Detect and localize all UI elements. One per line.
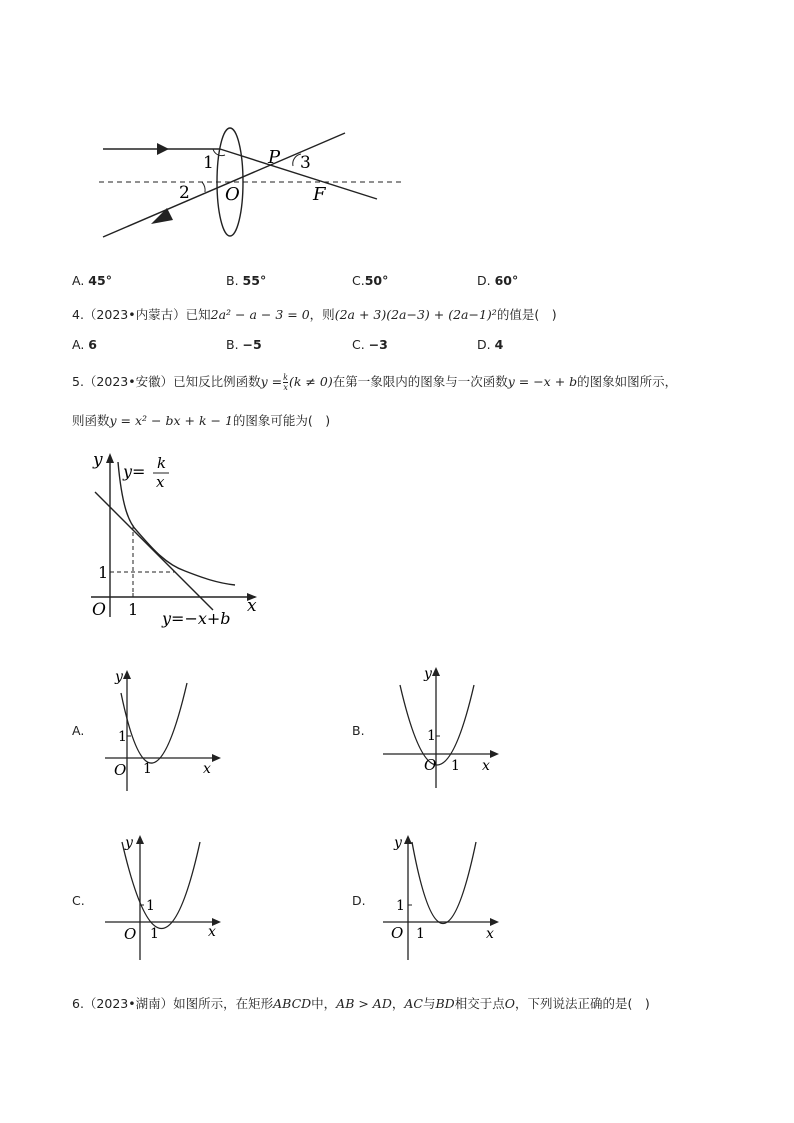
label-one-x: 1 — [143, 761, 152, 777]
label-O: O — [391, 924, 404, 942]
q4-option-d[interactable]: D. 4 — [477, 337, 504, 352]
label-x: x — [203, 761, 211, 777]
label-F: F — [313, 184, 326, 205]
y-axis-arrow-icon — [123, 670, 131, 679]
fraction-k-over-x: $\frac{k}{x}$ — [283, 373, 288, 392]
y-axis-arrow-icon — [404, 835, 412, 844]
q5-stem-line2: 则函数y = x² − bx + k − 1的图象可能为( ) — [72, 413, 331, 428]
label-curve-num: k — [157, 454, 167, 472]
parabola-curve — [400, 685, 474, 765]
parabola-curve — [122, 842, 200, 929]
q4-stem: 4.（2023•内蒙古）已知2a² − a − 3 = 0，则(2a + 3)(2a−3) + (2a−1)²的值是( ) — [72, 307, 557, 322]
parabola-curve — [412, 842, 476, 924]
y-axis-arrow-icon — [106, 453, 114, 463]
q5-option-b-graph[interactable] — [378, 660, 503, 790]
label-angle1: 1 — [203, 153, 214, 173]
q5-option-a-letter[interactable]: A. — [72, 723, 85, 738]
q5-option-b-letter[interactable]: B. — [352, 723, 365, 738]
label-O: O — [424, 756, 437, 774]
q5-option-c-letter[interactable]: C. — [72, 893, 85, 908]
q3-option-b[interactable]: B. 55° — [226, 273, 267, 288]
linear-function-line — [95, 492, 213, 610]
q5-option-d-graph[interactable] — [378, 830, 503, 965]
lens-figure — [95, 120, 415, 245]
q4-option-a[interactable]: A. 6 — [72, 337, 97, 352]
q3-option-d[interactable]: D. 60° — [477, 273, 519, 288]
label-line: y=−x+b — [162, 609, 231, 628]
label-tick-x: 1 — [128, 600, 139, 619]
y-axis-arrow-icon — [136, 835, 144, 844]
label-origin: O — [92, 600, 106, 620]
q5-option-a-graph[interactable] — [100, 663, 225, 793]
label-curve-left: y= — [123, 462, 146, 481]
label-angle3: 3 — [300, 153, 311, 173]
main-function-graph — [85, 447, 270, 632]
x-axis-arrow-icon — [490, 918, 499, 926]
label-one-x: 1 — [150, 926, 159, 942]
parabola-curve — [121, 683, 187, 763]
label-P: P — [268, 147, 281, 168]
label-x: x — [208, 924, 216, 940]
q6-stem: 6.（2023•湖南）如图所示，在矩形ABCD中，AB > AD，AC与BD相交于点O，下列说法正确的是( ) — [72, 996, 650, 1011]
label-y-axis: y — [93, 450, 103, 470]
label-one-y: 1 — [396, 898, 405, 914]
label-angle2: 2 — [179, 183, 190, 203]
label-x: x — [482, 758, 490, 774]
label-O: O — [114, 761, 127, 779]
x-axis-arrow-icon — [212, 754, 221, 762]
label-tick-y: 1 — [98, 563, 109, 582]
label-y: y — [394, 835, 402, 851]
q3-option-a[interactable]: A. 45° — [72, 273, 112, 288]
label-curve-den: x — [156, 473, 165, 491]
angle-arc-2 — [202, 182, 205, 192]
label-one-x: 1 — [416, 926, 425, 942]
label-one-y: 1 — [427, 728, 436, 744]
q5-option-d-letter[interactable]: D. — [352, 893, 366, 908]
arrow-right-icon — [157, 143, 169, 155]
y-axis-arrow-icon — [432, 667, 440, 676]
label-x-axis: x — [247, 596, 257, 616]
arrow-up-right-icon — [151, 208, 173, 224]
label-O: O — [225, 184, 240, 205]
label-one-y: 1 — [118, 729, 127, 745]
q5-option-c-graph[interactable] — [100, 830, 225, 965]
x-axis-arrow-icon — [490, 750, 499, 758]
q4-option-c[interactable]: C. −3 — [352, 337, 388, 352]
label-y: y — [125, 835, 133, 851]
label-y: y — [115, 669, 123, 685]
label-O: O — [124, 925, 137, 943]
q5-stem-line1: 5.（2023•安徽）已知反比例函数y = $\frac{k}{x}$ (k ≠ 0)在第一象限内的图象与一次函数y = −x + b的图象如图所示， — [72, 373, 678, 392]
label-x: x — [486, 926, 494, 942]
label-one-x: 1 — [451, 758, 460, 774]
label-one-y: 1 — [146, 898, 155, 914]
q3-option-c[interactable]: C.50° — [352, 273, 389, 288]
label-y: y — [424, 666, 432, 682]
q4-option-b[interactable]: B. −5 — [226, 337, 262, 352]
